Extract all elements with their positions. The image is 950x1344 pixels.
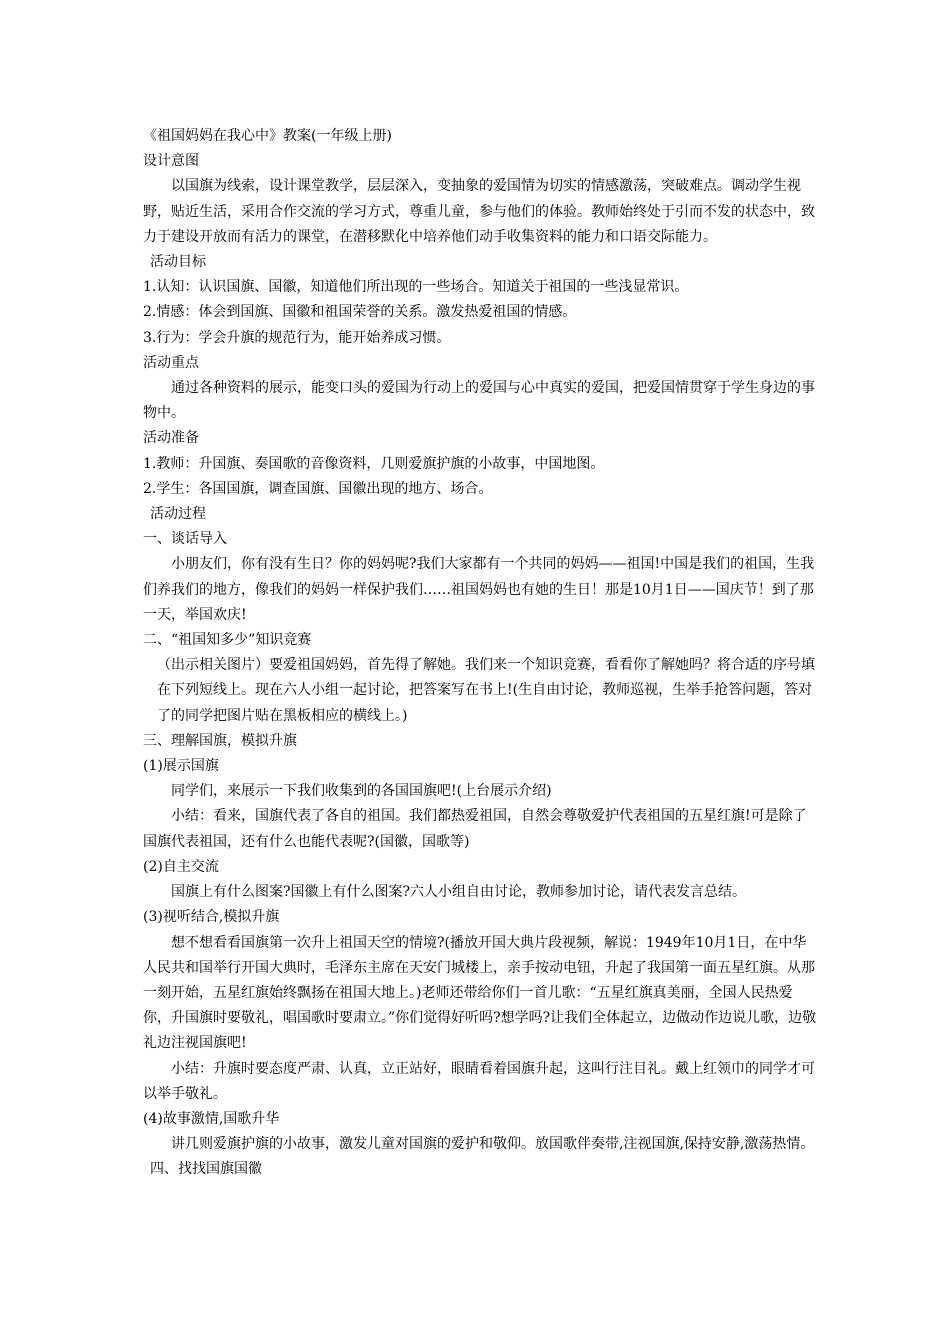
subsection-3-4-paragraph: 讲几则爱旗护旗的小故事，激发儿童对国旗的爱护和敬仰。放国歌伴奏带,注视国旗,保持安静,激荡热情。 (171, 1136, 815, 1153)
goal-item-1: 1.认知：认识国旗、国徽，知道他们所出现的一些场合。知道关于祖国的一些浅显常识。 (143, 279, 689, 296)
heading-activity-process: 活动过程 (150, 506, 206, 523)
subsection-3-3-paragraph-2: 小结：升旗时要态度严肃、认真，立正站好，眼睛看着国旗升起，这叫行注目礼。戴上红领巾的同学才可以举手敬礼。 (143, 1060, 815, 1102)
section-heading-3: 三、理解国旗，模拟升旗 (143, 732, 297, 749)
document-body (143, 124, 819, 1183)
heading-activity-goals: 活动目标 (150, 254, 206, 271)
goal-item-2: 2.情感：体会到国旗、国徽和祖国荣誉的关系。激发热爱祖国的情感。 (143, 304, 577, 321)
subsection-3-3: (3)视听结合,模拟升旗 (143, 909, 280, 926)
heading-activity-prep: 活动准备 (143, 430, 199, 447)
section-1-paragraph: 小朋友们，你有没有生日？你的妈妈呢?我们大家都有一个共同的妈妈——祖国!中国是我们的祖国，生我们养我们的地方，像我们的妈妈一样保护我们……祖国妈妈也有她的生日！那是10月1日——国庆节！到了那一天，举国欢庆! (143, 556, 815, 623)
subsection-3-2: (2)自主交流 (143, 858, 219, 875)
subsection-3-1-paragraph-1: 同学们，来展示一下我们收集到的各国国旗吧!(上台展示介绍) (171, 783, 552, 800)
heading-activity-key: 活动重点 (143, 354, 199, 371)
subsection-3-2-paragraph: 国旗上有什么图案?国徽上有什么图案?六人小组自由讨论，教师参加讨论，请代表发言总结。 (171, 884, 747, 901)
section-heading-4: 四、找找国旗国徽 (150, 1161, 262, 1178)
subsection-3-3-paragraph-1: 想不想看看国旗第一次升上祖国天空的情境?(播放开国大典片段视频，解说：1949年10月1日，在中华人民共和国举行开国大典时，毛泽东主席在天安门城楼上，亲手按动电钮，升起了我国第一面五星红旗。从那一刻开始，五星红旗始终飘扬在祖国大地上。)老师还带给你们一首儿歌：“五星红旗真美丽，全国人民热爱你，升国旗时要敬礼，唱国歌时要肃立。”你们觉得好听吗?想学吗?让我们全体起立，边做动作边说儿歌，边敬礼边注视国旗吧! (143, 934, 817, 1052)
subsection-3-1-paragraph-2: 小结：看来，国旗代表了各自的祖国。我们都热爱祖国，自然会尊敬爱护代表祖国的五星红旗!可是除了国旗代表祖国，还有什么也能代表呢?(国徽，国歌等) (143, 808, 807, 850)
subsection-3-1: (1)展示国旗 (143, 758, 219, 775)
prep-item-2: 2.学生：各国国旗，调查国旗、国徽出现的地方、场合。 (143, 480, 493, 497)
section-heading-1: 一、谈话导入 (143, 531, 227, 548)
section-2-paragraph: （出示相关图片）要爱祖国妈妈，首先得了解她。我们来一个知识竞赛，看看你了解她吗？将合适的序号填在下列短线上。现在六人小组一起讨论，把答案写在书上!(生自由讨论，教师巡视，生举手抢答问题，答对了的同学把图片贴在黑板相应的横线上。) (157, 657, 815, 724)
section-heading-2: 二、“祖国知多少”知识竞赛 (143, 632, 312, 649)
heading-design-intent: 设计意图 (143, 153, 199, 170)
paragraph-design-intent: 以国旗为线索，设计课堂教学，层层深入，变抽象的爱国情为切实的情感激荡，突破难点。调动学生视野，贴近生活，采用合作交流的学习方式，尊重儿童，参与他们的体验。教师始终处于引而不发的状态中，致力于建设开放而有活力的课堂，在潜移默化中培养他们动手收集资料的能力和口语交际能力。 (143, 178, 815, 245)
subsection-3-4: (4)故事激情,国歌升华 (143, 1110, 280, 1127)
paragraph-activity-key: 通过各种资料的展示，能变口头的爱国为行动上的爱国与心中真实的爱国，把爱国情贯穿于学生身边的事物中。 (143, 380, 815, 422)
goal-item-3: 3.行为：学会升旗的规范行为，能开始养成习惯。 (143, 329, 451, 346)
prep-item-1: 1.教师：升国旗、奏国歌的音像资料，几则爱旗护旗的小故事，中国地图。 (143, 455, 605, 472)
document-title: 《祖国妈妈在我心中》教案(一年级上册) (143, 128, 392, 144)
